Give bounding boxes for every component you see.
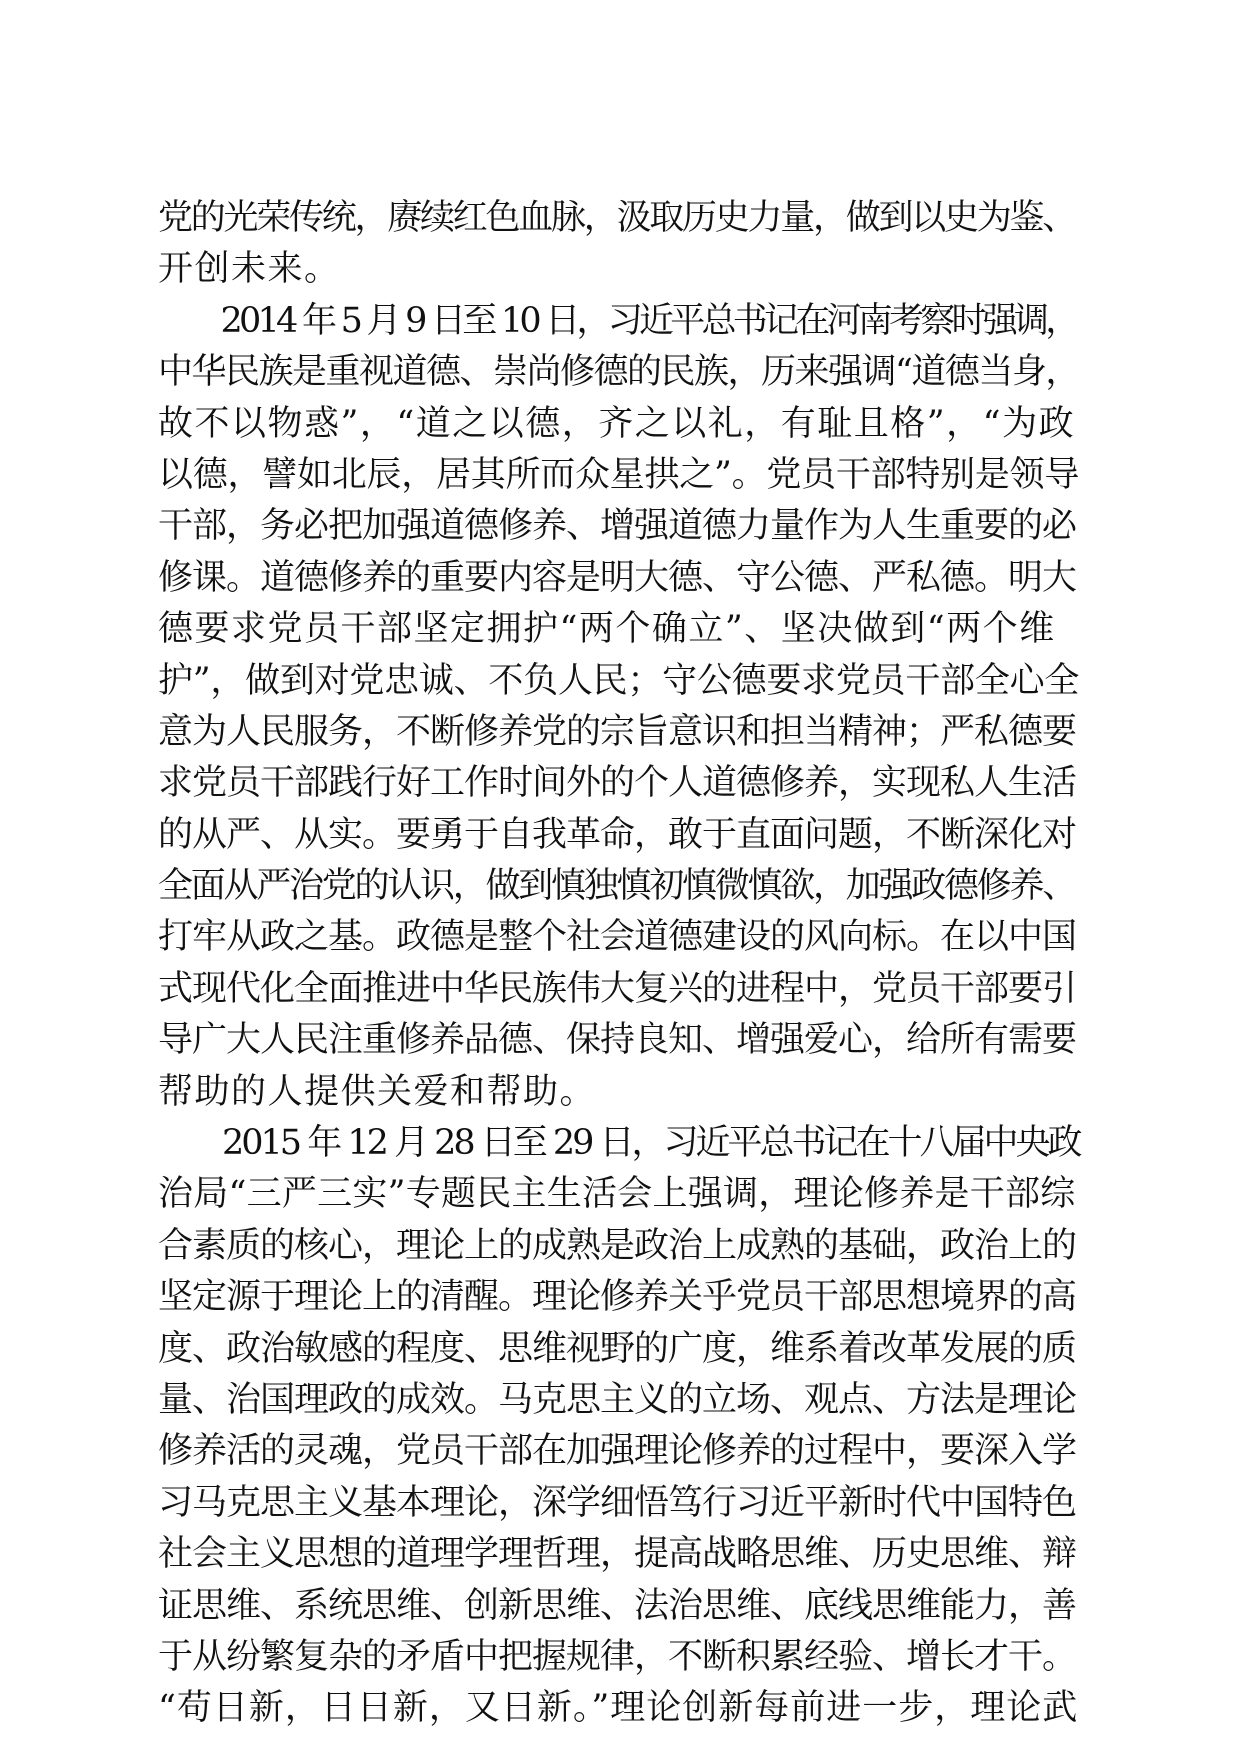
text-line: 打牢从政之基。政德是整个社会道德建设的风向标。在以中国 — [158, 917, 1077, 958]
text-line: 合素质的核心，理论上的成熟是政治上成熟的基础，政治上的 — [158, 1225, 1077, 1266]
text-line: 导广大人民注重修养品德、保持良知、增强爱心，给所有需要 — [158, 1020, 1077, 1061]
text-line: 的从严、从实。要勇于自我革命，敢于直面问题，不断深化对 — [158, 814, 1077, 855]
text-line: 社会主义思想的道理学理哲理，提高战略思维、历史思维、辩 — [158, 1534, 1077, 1575]
text-line: 以德，譬如北辰，居其所而众星拱之”。党员干部特别是领导 — [158, 454, 1080, 495]
text-line: 开创未来。 — [158, 249, 341, 290]
body-text — [158, 193, 1078, 1735]
text-line: 治局“三严三实”专题民主生活会上强调，理论修养是干部综 — [158, 1174, 1076, 1215]
text-line: 量、治国理政的成效。马克思主义的立场、观点、方法是理论 — [158, 1379, 1077, 1420]
text-line: 中华民族是重视道德、崇尚修德的民族，历来强调“道德当身， — [158, 352, 1079, 393]
text-line: 修养活的灵魂，党员干部在加强理论修养的过程中，要深入学 — [158, 1431, 1077, 1472]
text-line: 坚定源于理论上的清醒。理论修养关乎党员干部思想境界的高 — [158, 1277, 1077, 1318]
text-line: 党的光荣传统，赓续红色血脉，汲取历史力量，做到以史为鉴、 — [158, 198, 1076, 238]
text-line: 干部，务必把加强道德修养、增强道德力量作为人生重要的必 — [158, 506, 1077, 547]
text-line: 德要求党员干部坚定拥护“两个确立”、坚决做到“两个维 — [158, 609, 1056, 650]
text-line: 故不以物惑”，“道之以德，齐之以礼，有耻且格”，“为政 — [158, 403, 1076, 444]
text-line: 护”，做到对党忠诚、不负人民；守公德要求党员干部全心全 — [158, 660, 1080, 701]
text-line: 习马克思主义基本理论，深学细悟笃行习近平新时代中国特色 — [158, 1482, 1077, 1523]
text-line: 2015 年 12 月 28 日至 29 日，习近平总书记在十八届中央政 — [158, 1123, 1080, 1164]
text-line: “苟日新，日日新，又日新。”理论创新每前进一步，理论武 — [158, 1688, 1079, 1729]
text-line: 度、政治敏感的程度、思维视野的广度，维系着改革发展的质 — [158, 1328, 1077, 1369]
text-line: 修课。道德修养的重要内容是明大德、守公德、严私德。明大 — [158, 557, 1077, 598]
text-line: 意为人民服务，不断修养党的宗旨意识和担当精神；严私德要 — [158, 711, 1077, 752]
text-line: 式现代化全面推进中华民族伟大复兴的进程中，党员干部要引 — [158, 968, 1077, 1009]
text-line: 2014 年 5 月 9 日至 10 日，习近平总书记在河南考察时强调， — [158, 300, 1077, 341]
text-line: 帮助的人提供关爱和帮助。 — [158, 1071, 597, 1112]
text-line: 求党员干部践行好工作时间外的个人道德修养，实现私人生活 — [158, 763, 1077, 804]
text-line: 证思维、系统思维、创新思维、法治思维、底线思维能力，善 — [158, 1585, 1077, 1626]
text-line: 全面从严治党的认识，做到慎独慎初慎微慎欲，加强政德修养、 — [158, 866, 1076, 907]
text-line: 于从纷繁复杂的矛盾中把握规律，不断积累经验、增长才干。 — [158, 1636, 1077, 1677]
